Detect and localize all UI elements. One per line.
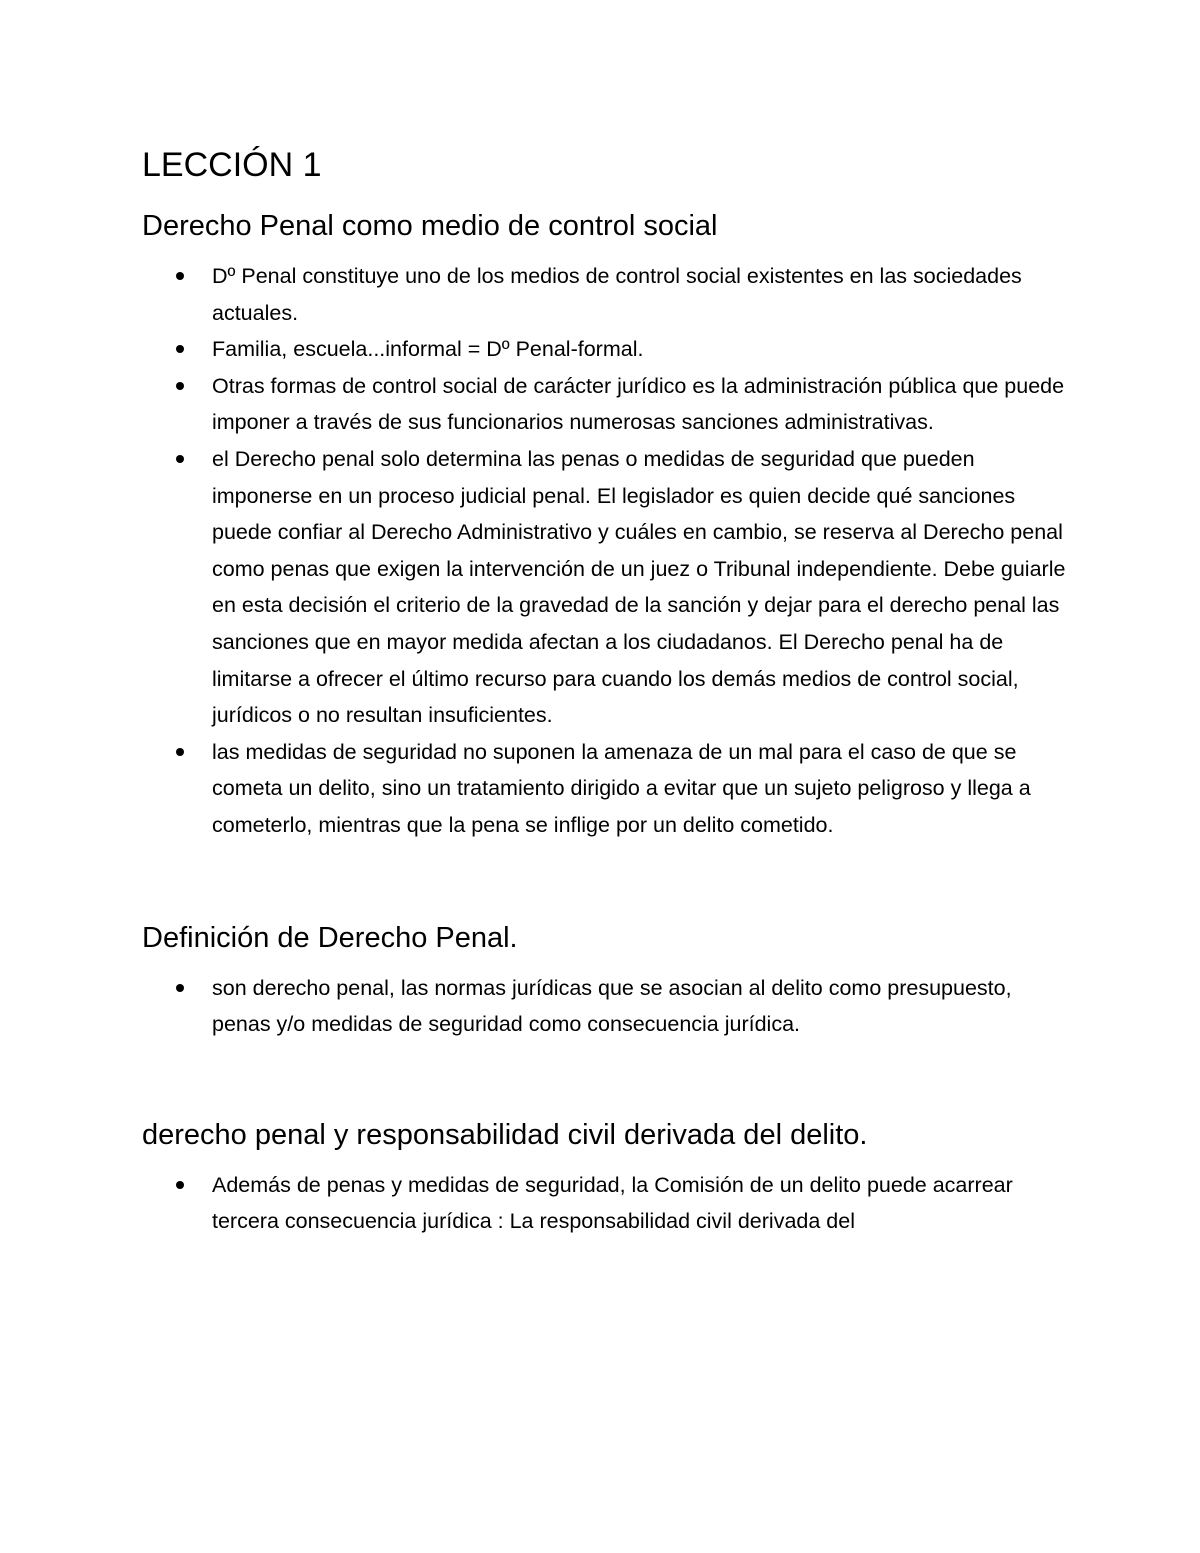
document-page bbox=[142, 140, 1072, 1240]
list-item bbox=[142, 331, 1072, 368]
section-spacer bbox=[142, 1043, 1072, 1113]
list-item-text: el Derecho penal solo determina las penas o medidas de seguridad que pueden imponerse en un proceso judicial penal. El legislador es quien decide qué sanciones puede confiar al Derecho Administrativo y cuáles en cambio, se reserva al Derecho penal como penas que exigen la intervención de un juez o Tribunal independiente. Debe guiarle en esta decisión el criterio de la gravedad de la sanción y dejar para el derecho penal las sanciones que en mayor medida afectan a los ciudadanos. El Derecho penal ha de limitarse a ofrecer el último recurso para cuando los demás medios de control social, jurídicos o no resultan insuficientes. bbox=[212, 446, 1066, 728]
list-item bbox=[142, 970, 1072, 1043]
bullet-list bbox=[142, 258, 1072, 844]
bullet-icon bbox=[176, 984, 184, 992]
section-definicion bbox=[142, 916, 1072, 1043]
list-item-text: Además de penas y medidas de seguridad, la Comisión de un delito puede acarrear tercera consecuencia jurídica : La responsabilidad civil derivada del bbox=[212, 1172, 1013, 1234]
list-item-text: Dº Penal constituye uno de los medios de control social existentes en las sociedades actuales. bbox=[212, 264, 1022, 325]
list-item bbox=[142, 441, 1072, 734]
section-heading: Derecho Penal como medio de control social bbox=[142, 210, 718, 242]
bullet-list bbox=[142, 1167, 1072, 1240]
list-item-text: las medidas de seguridad no suponen la amenaza de un mal para el caso de que se cometa un delito, sino un tratamiento dirigido a evitar que un sujeto peligroso y llega a cometerlo, mientras que la pena se inflige por un delito cometido. bbox=[212, 739, 1031, 837]
list-item-text: Familia, escuela...informal = Dº Penal-formal. bbox=[212, 337, 644, 362]
section-responsabilidad-civil bbox=[142, 1113, 1072, 1240]
section-control-social bbox=[142, 204, 1072, 844]
section-heading: Definición de Derecho Penal. bbox=[142, 921, 518, 954]
list-item-text: son derecho penal, las normas jurídicas que se asocian al delito como presupuesto, penas y/o medidas de seguridad como consecuencia jurídica. bbox=[212, 975, 1012, 1037]
list-item bbox=[142, 258, 1072, 331]
bullet-icon bbox=[176, 382, 184, 390]
section-spacer bbox=[142, 844, 1072, 916]
list-item bbox=[142, 368, 1072, 441]
section-heading: derecho penal y responsabilidad civil derivada del delito. bbox=[142, 1118, 868, 1151]
bullet-list bbox=[142, 970, 1072, 1043]
bullet-icon bbox=[176, 1181, 184, 1189]
bullet-icon bbox=[176, 345, 184, 353]
bullet-icon bbox=[176, 748, 184, 756]
list-item-text: Otras formas de control social de carácter jurídico es la administración pública que puede imponer a través de sus funcionarios numerosas sanciones administrativas. bbox=[212, 373, 1065, 435]
bullet-icon bbox=[176, 455, 184, 463]
bullet-icon bbox=[176, 272, 184, 280]
document-title: LECCIÓN 1 bbox=[142, 146, 322, 184]
list-item bbox=[142, 734, 1072, 844]
list-item bbox=[142, 1167, 1072, 1240]
